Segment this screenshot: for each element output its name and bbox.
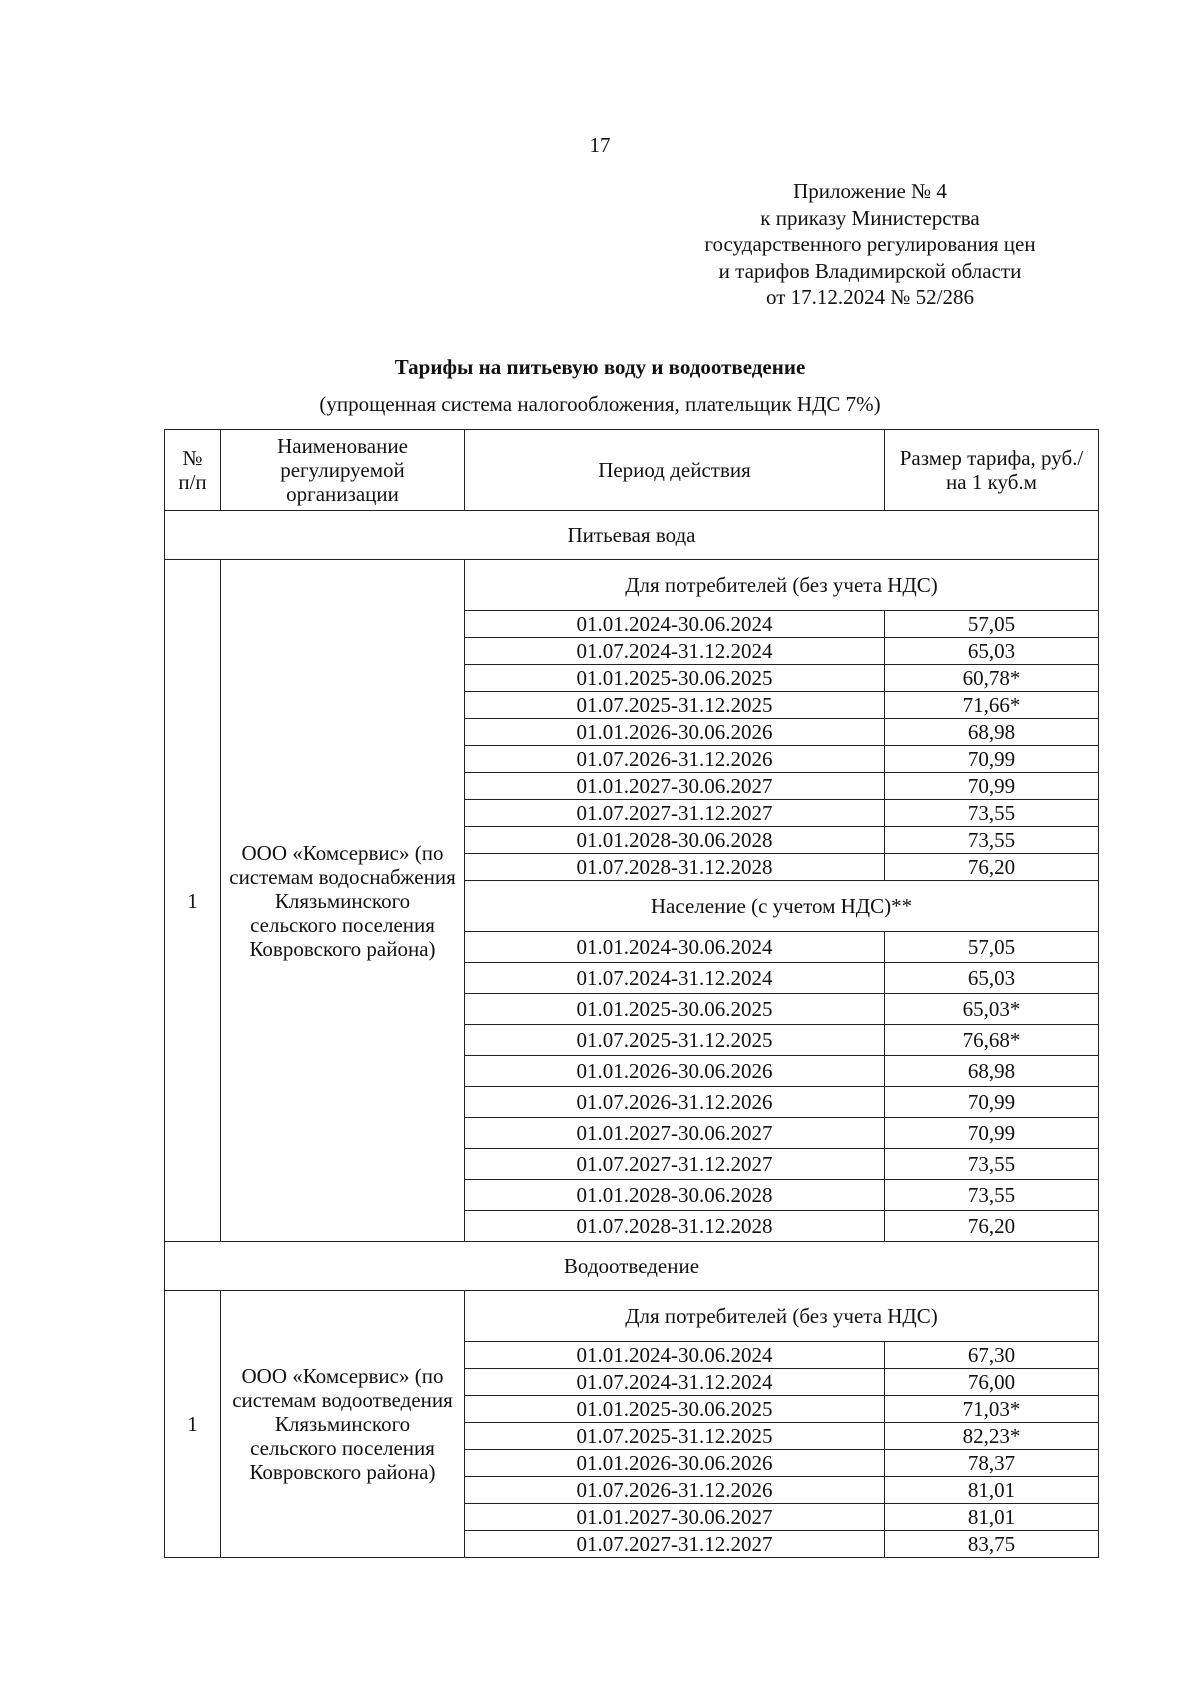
section-title: Водоотведение xyxy=(165,1242,1099,1291)
period-cell: 01.07.2024-31.12.2024 xyxy=(465,638,885,665)
tariff-value-cell: 70,99 xyxy=(885,1087,1099,1118)
tariff-value-cell: 76,20 xyxy=(885,854,1099,881)
row-number: 1 xyxy=(165,560,221,1242)
header-tariff: Размер тарифа, руб./на 1 куб.м xyxy=(885,430,1099,511)
period-cell: 01.07.2028-31.12.2028 xyxy=(465,1211,885,1242)
document-subtitle: (упрощенная система налогообложения, плательщик НДС 7%) xyxy=(319,392,881,416)
period-cell: 01.01.2028-30.06.2028 xyxy=(465,1180,885,1211)
period-cell: 01.01.2028-30.06.2028 xyxy=(465,827,885,854)
appendix-line: и тарифов Владимирской области xyxy=(718,258,1022,283)
tariff-value-cell: 73,55 xyxy=(885,1180,1099,1211)
group-title: Для потребителей (без учета НДС) xyxy=(465,560,1099,611)
tariff-value-cell: 78,37 xyxy=(885,1450,1099,1477)
tariff-value-cell: 71,03* xyxy=(885,1396,1099,1423)
tariff-value-cell: 73,55 xyxy=(885,800,1099,827)
period-cell: 01.01.2026-30.06.2026 xyxy=(465,719,885,746)
period-cell: 01.07.2027-31.12.2027 xyxy=(465,1149,885,1180)
document-title: Тарифы на питьевую воду и водоотведение xyxy=(394,355,806,379)
tariff-table-body xyxy=(165,430,1099,1558)
period-cell: 01.07.2024-31.12.2024 xyxy=(465,963,885,994)
header-org: Наименование регулируемой организации xyxy=(221,430,465,511)
tariff-value-cell: 67,30 xyxy=(885,1342,1099,1369)
period-cell: 01.01.2025-30.06.2025 xyxy=(465,665,885,692)
period-cell: 01.07.2027-31.12.2027 xyxy=(465,800,885,827)
period-cell: 01.01.2024-30.06.2024 xyxy=(465,1342,885,1369)
tariff-value-cell: 82,23* xyxy=(885,1423,1099,1450)
tariff-value-cell: 76,68* xyxy=(885,1025,1099,1056)
period-cell: 01.07.2026-31.12.2026 xyxy=(465,746,885,773)
period-cell: 01.01.2027-30.06.2027 xyxy=(465,1118,885,1149)
section-title: Питьевая вода xyxy=(165,511,1099,560)
tariff-value-cell: 76,20 xyxy=(885,1211,1099,1242)
tariff-value-cell: 81,01 xyxy=(885,1504,1099,1531)
tariff-value-cell: 76,00 xyxy=(885,1369,1099,1396)
period-cell: 01.01.2027-30.06.2027 xyxy=(465,1504,885,1531)
organization-name: ООО «Комсервис» (по системам водоснабжения Клязьминского сельского поселения Ковровского района) xyxy=(221,560,465,1242)
tariff-value-cell: 83,75 xyxy=(885,1531,1099,1558)
period-cell: 01.01.2025-30.06.2025 xyxy=(465,994,885,1025)
period-cell: 01.07.2025-31.12.2025 xyxy=(465,1423,885,1450)
appendix-line: к приказу Министерства xyxy=(760,205,980,230)
tariff-value-cell: 65,03 xyxy=(885,963,1099,994)
tariff-value-cell: 70,99 xyxy=(885,746,1099,773)
tariff-value-cell: 68,98 xyxy=(885,1056,1099,1087)
page-number: 17 xyxy=(589,133,611,157)
period-cell: 01.07.2026-31.12.2026 xyxy=(465,1087,885,1118)
period-cell: 01.07.2024-31.12.2024 xyxy=(465,1369,885,1396)
period-cell: 01.01.2027-30.06.2027 xyxy=(465,773,885,800)
tariff-value-cell: 73,55 xyxy=(885,1149,1099,1180)
period-cell: 01.01.2026-30.06.2026 xyxy=(465,1056,885,1087)
group-header-row xyxy=(165,1291,1099,1342)
table-header-row xyxy=(165,430,1099,511)
appendix-line: государственного регулирования цен xyxy=(704,232,1036,256)
tariff-value-cell: 60,78* xyxy=(885,665,1099,692)
tariff-value-cell: 70,99 xyxy=(885,1118,1099,1149)
period-cell: 01.07.2025-31.12.2025 xyxy=(465,692,885,719)
period-cell: 01.01.2026-30.06.2026 xyxy=(465,1450,885,1477)
organization-name: ООО «Комсервис» (по системам водоотведения Клязьминского сельского поселения Ковровского района) xyxy=(221,1291,465,1558)
tariff-value-cell: 73,55 xyxy=(885,827,1099,854)
group-title: Для потребителей (без учета НДС) xyxy=(465,1291,1099,1342)
tariff-value-cell: 57,05 xyxy=(885,932,1099,963)
period-cell: 01.01.2024-30.06.2024 xyxy=(465,611,885,638)
section-row xyxy=(165,1242,1099,1291)
appendix-line: от 17.12.2024 № 52/286 xyxy=(765,285,975,309)
row-number: 1 xyxy=(165,1291,221,1558)
group-header-row xyxy=(165,560,1099,611)
tariff-table xyxy=(164,429,1099,1558)
header-period: Период действия xyxy=(465,430,885,511)
period-cell: 01.01.2024-30.06.2024 xyxy=(465,932,885,963)
group-title: Население (с учетом НДС)** xyxy=(465,881,1099,932)
tariff-value-cell: 68,98 xyxy=(885,719,1099,746)
period-cell: 01.07.2027-31.12.2027 xyxy=(465,1531,885,1558)
tariff-value-cell: 65,03* xyxy=(885,994,1099,1025)
tariff-value-cell: 65,03 xyxy=(885,638,1099,665)
tariff-value-cell: 57,05 xyxy=(885,611,1099,638)
period-cell: 01.07.2028-31.12.2028 xyxy=(465,854,885,881)
period-cell: 01.07.2025-31.12.2025 xyxy=(465,1025,885,1056)
appendix-block xyxy=(620,178,1120,311)
section-row xyxy=(165,511,1099,560)
tariff-value-cell: 81,01 xyxy=(885,1477,1099,1504)
tariff-value-cell: 71,66* xyxy=(885,692,1099,719)
tariff-value-cell: 70,99 xyxy=(885,773,1099,800)
period-cell: 01.01.2025-30.06.2025 xyxy=(465,1396,885,1423)
appendix-line: Приложение № 4 xyxy=(793,179,947,203)
header-num: № п/п xyxy=(165,430,221,511)
period-cell: 01.07.2026-31.12.2026 xyxy=(465,1477,885,1504)
